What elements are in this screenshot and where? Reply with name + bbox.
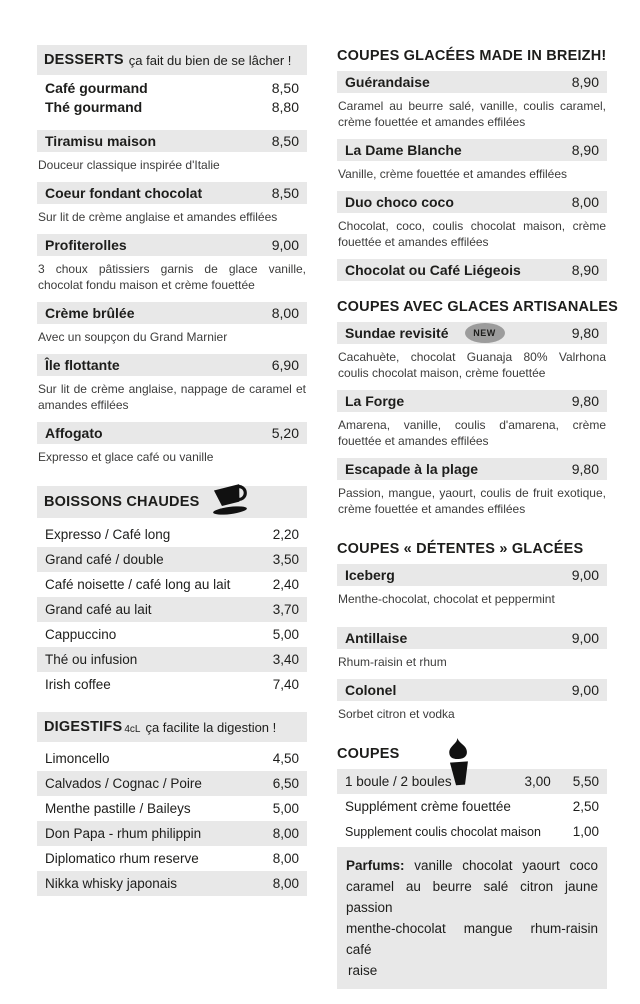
item-description: Passion, mangue, yaourt, coulis de fruit exotique, crème fouettée et amandes effilées (338, 486, 606, 516)
soft-serve-icon (442, 737, 476, 789)
item-description: Douceur classique inspirée d'Italie (38, 158, 220, 172)
section-header-coupes-glacees-breizh (337, 45, 607, 71)
menu-item (337, 819, 607, 844)
menu-item (337, 139, 607, 188)
item-band (337, 390, 607, 412)
item-description: Sorbet citron et vodka (338, 707, 455, 721)
item-price: 5,00 (272, 801, 299, 816)
item-price: 9,80 (571, 325, 599, 341)
menu-item (37, 746, 307, 771)
menu-item (37, 354, 307, 419)
menu-item (37, 130, 307, 179)
item-price: 8,00 (571, 194, 599, 210)
item-name: Duo choco coco (345, 194, 454, 210)
section-header-coupes-glaces-artisanales (337, 296, 618, 322)
menu-item (37, 871, 307, 896)
item-description: Chocolat, coco, coulis chocolat maison, crème fouettée et amandes effilées (338, 219, 606, 249)
item-price: 6,90 (271, 357, 299, 373)
item-band (37, 302, 307, 324)
section-header-coupes-detentes (337, 538, 607, 564)
item-band (337, 458, 607, 480)
item-description: Expresso et glace café ou vanille (38, 450, 214, 464)
item-price: 8,90 (571, 262, 599, 278)
section-title: BOISSONS CHAUDES (44, 494, 200, 510)
parfums-note (337, 847, 607, 989)
section-title: DIGESTIFS (44, 719, 123, 735)
item-description: Menthe-chocolat, chocolat et peppermint (338, 592, 555, 606)
item-name: Irish coffee (45, 677, 111, 692)
menu-item (337, 259, 607, 281)
item-description: Vanille, crème fouettée et amandes effilées (338, 167, 568, 181)
item-name: Cappuccino (45, 627, 117, 642)
menu-item (37, 302, 307, 351)
section-boissons-chaudes (37, 486, 307, 697)
item-description: Caramel au beurre salé, vanille, coulis caramel, crème fouettée et amandes effilées (338, 99, 606, 129)
section-coupes-glaces-artisanales (337, 296, 618, 523)
menu-item (37, 821, 307, 846)
item-name: Sundae revisité (345, 325, 449, 341)
item-name: Coeur fondant chocolat (45, 185, 203, 201)
item-price: 9,00 (571, 567, 599, 583)
item-price: 5,20 (271, 425, 299, 441)
note-line: menthe-chocolat mangue rhum-raisin café (346, 921, 598, 957)
menu-item (37, 771, 307, 796)
item-band (37, 130, 307, 152)
menu-item (337, 679, 607, 728)
section-subtitle: ça facilite la digestion ! (145, 719, 277, 735)
item-price: 6,50 (272, 776, 299, 791)
item-price: 5,00 (272, 627, 299, 642)
item-description: Cacahuète, chocolat Guanaja 80% Valrhona coulis chocolat maison, crème fouettée (338, 350, 606, 380)
new-badge: NEW (465, 323, 505, 343)
item-price: 5,50 (572, 774, 599, 789)
menu-item (37, 79, 307, 98)
menu-item (37, 98, 307, 117)
section-header-desserts (37, 45, 307, 75)
item-name: Diplomatico rhum reserve (45, 851, 199, 866)
item-band (337, 139, 607, 161)
item-name: Antillaise (345, 630, 408, 646)
item-name: Profiterolles (45, 237, 127, 253)
menu-item (337, 458, 607, 523)
item-name: 1 boule / 2 boules (345, 774, 452, 789)
item-price: 8,90 (571, 142, 599, 158)
item-band (337, 191, 607, 213)
item-price: 8,50 (271, 185, 299, 201)
menu-item (37, 572, 307, 597)
item-price: 8,50 (271, 133, 299, 149)
menu-item (37, 422, 307, 471)
menu-item (37, 796, 307, 821)
section-title: DESSERTS (44, 52, 124, 68)
menu-item (37, 647, 307, 672)
item-name: Supplement coulis chocolat maison (345, 824, 541, 839)
section-coupes-glacees-breizh (337, 45, 607, 281)
item-name: Calvados / Cognac / Poire (45, 776, 202, 791)
menu-item (37, 182, 307, 231)
item-name: Escapade à la plage (345, 461, 479, 477)
item-name: Supplément crème fouettée (345, 799, 511, 814)
menu-item (337, 627, 607, 676)
section-title: COUPES « DÉTENTES » GLACÉES (337, 541, 584, 557)
item-price: 2,50 (572, 799, 599, 814)
section-title: COUPES GLACÉES MADE IN BREIZH! (337, 48, 607, 64)
item-description: Rhum-raisin et rhum (338, 655, 447, 669)
item-price: 8,80 (271, 99, 299, 115)
section-title: COUPES (337, 746, 400, 762)
item-price: 3,40 (272, 652, 299, 667)
item-name: Guérandaise (345, 74, 430, 90)
menu-item (337, 564, 607, 613)
left-column (37, 45, 307, 1004)
item-price: 8,00 (272, 851, 299, 866)
item-price: 1,00 (572, 824, 599, 839)
item-name: Thé ou infusion (45, 652, 138, 667)
item-name: Don Papa - rhum philippin (45, 826, 202, 841)
item-name: Colonel (345, 682, 397, 698)
menu-item (337, 191, 607, 256)
item-price: 9,80 (571, 393, 599, 409)
item-name: La Forge (345, 393, 405, 409)
section-title: COUPES AVEC GLACES ARTISANALES (337, 299, 618, 315)
item-band (37, 182, 307, 204)
item-name: Tiramisu maison (45, 133, 157, 149)
item-name: Nikka whisky japonais (45, 876, 178, 891)
item-name: Grand café / double (45, 552, 164, 567)
note-line: raise (348, 963, 378, 978)
item-band (337, 259, 607, 281)
item-price: 2,40 (272, 577, 299, 592)
note-line: caramel au beurre salé citron jaune passion (346, 879, 598, 915)
item-name: Expresso / Café long (45, 527, 171, 542)
menu-item (37, 846, 307, 871)
note-label: Parfums: (346, 858, 405, 873)
item-description: Sur lit de crème anglaise et amandes effilées (38, 210, 278, 224)
item-band (337, 679, 607, 701)
item-price: 4,50 (272, 751, 299, 766)
item-price: 9,00 (271, 237, 299, 253)
item-price: 8,00 (272, 876, 299, 891)
item-name: Café noisette / café long au lait (45, 577, 231, 592)
item-description: 3 choux pâtissiers garnis de glace vanille, chocolat fondu maison et crème fouettée (38, 262, 306, 292)
item-price: 9,00 (571, 630, 599, 646)
item-name: Affogato (45, 425, 103, 441)
menu-item (37, 597, 307, 622)
item-name: La Dame Blanche (345, 142, 462, 158)
menu-item (337, 390, 607, 455)
item-name: Île flottante (45, 357, 120, 373)
item-name: Menthe pastille / Baileys (45, 801, 191, 816)
note-text: vanille chocolat yaourt coco (414, 858, 598, 873)
menu-item (337, 71, 607, 136)
menu-item-pair (37, 79, 307, 117)
item-band (37, 234, 307, 256)
item-name: Thé gourmand (45, 99, 143, 115)
item-price: 8,90 (571, 74, 599, 90)
menu-item (37, 522, 307, 547)
section-subtitle: ça fait du bien de se lâcher ! (128, 52, 292, 68)
menu-item (37, 672, 307, 697)
menu-item (337, 322, 607, 387)
item-price: 8,00 (272, 826, 299, 841)
menu-item (37, 234, 307, 299)
section-coupes (337, 743, 607, 989)
item-name: Grand café au lait (45, 602, 152, 617)
item-band (337, 564, 607, 586)
item-price: 7,40 (272, 677, 299, 692)
item-price: 2,20 (272, 527, 299, 542)
section-desserts (37, 45, 307, 471)
coffee-cup-icon (209, 484, 253, 516)
item-band (37, 354, 307, 376)
item-name: Iceberg (345, 567, 395, 583)
item-price: 3,00 (524, 774, 551, 789)
section-header-boissons-chaudes (37, 486, 307, 518)
section-digestifs (37, 712, 307, 896)
menu-item (37, 547, 307, 572)
note-line (346, 855, 598, 876)
menu-item (337, 794, 607, 819)
item-price: 8,00 (271, 305, 299, 321)
item-band (37, 422, 307, 444)
item-price: 8,50 (271, 80, 299, 96)
item-band (337, 322, 607, 344)
item-price: 9,00 (571, 682, 599, 698)
item-description: Amarena, vanille, coulis d'amarena, crème fouettée et amandes effilées (338, 418, 606, 448)
item-name: Crème brûlée (45, 305, 135, 321)
right-column (337, 45, 618, 1004)
item-description: Avec un soupçon du Grand Marnier (38, 330, 228, 344)
item-name: Chocolat ou Café Liégeois (345, 262, 521, 278)
menu-item (37, 622, 307, 647)
item-band (337, 627, 607, 649)
item-name: Limoncello (45, 751, 110, 766)
item-description: Sur lit de crème anglaise, nappage de caramel et amandes effilées (38, 382, 306, 412)
section-header-coupes (337, 743, 607, 769)
item-price: 3,70 (272, 602, 299, 617)
item-price: 9,80 (571, 461, 599, 477)
item-price: 3,50 (272, 552, 299, 567)
section-header-digestifs (37, 712, 307, 742)
section-coupes-detentes (337, 538, 607, 728)
section-size-note: 4cL (124, 723, 141, 735)
item-name: Café gourmand (45, 80, 148, 96)
item-band (337, 71, 607, 93)
